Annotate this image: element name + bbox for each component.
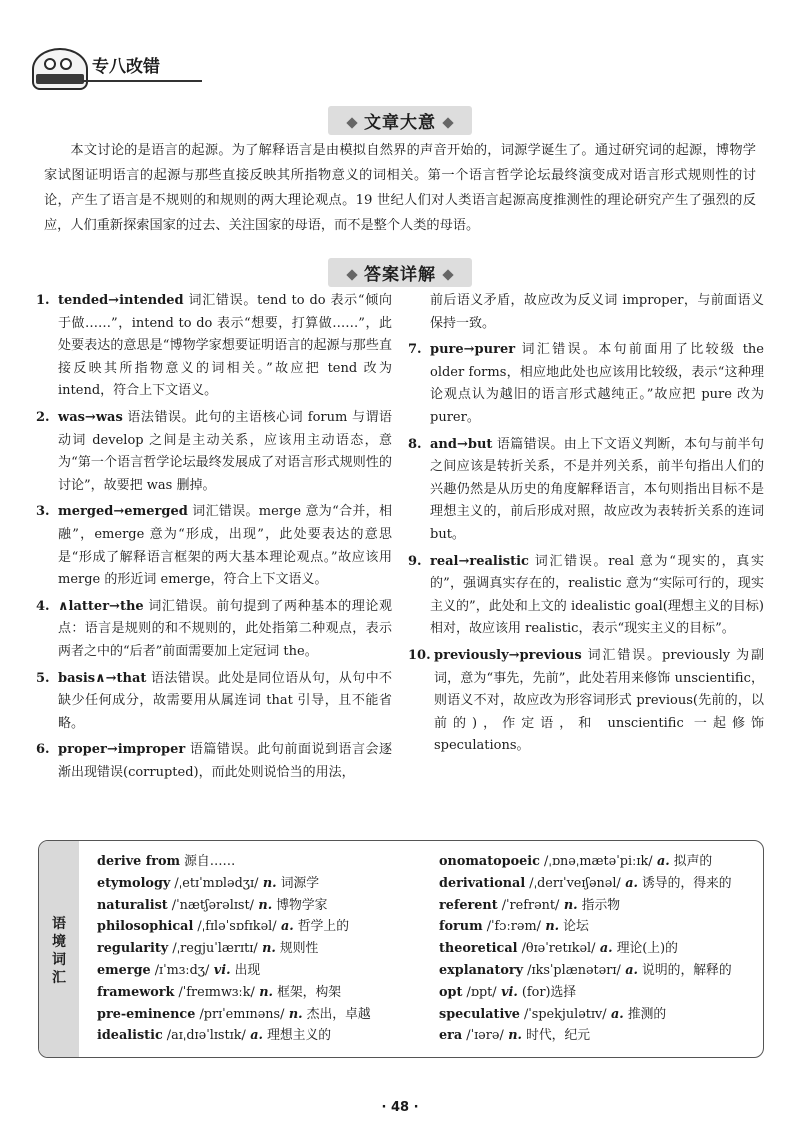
vocab-entry	[97, 851, 417, 873]
answer-number: 8.	[408, 436, 422, 452]
answer-6-continuation: 前后语义矛盾，故应改为反义词 improper，与前面语义保持一致。	[430, 293, 764, 331]
vocab-phonetic: /ˈnætʃərəlɪst/	[167, 897, 254, 913]
vocab-meaning: 杰出，卓越	[302, 1006, 371, 1022]
answer-item	[36, 501, 392, 591]
vocab-entry	[97, 895, 417, 917]
vocab-pos: n.	[540, 919, 560, 935]
answer-correction: tended→intended	[58, 293, 184, 308]
logo-eye-icon	[60, 58, 72, 70]
header-title: 专八改错	[92, 57, 160, 77]
vocab-entry	[439, 982, 759, 1004]
answer-number: 3.	[36, 504, 50, 520]
vocab-phonetic: /θɪəˈretɪkəl/	[517, 941, 596, 957]
answer-explanation: 语篇错误。此句前面说到语言会逐渐出现错误(corrupted)，而此处则说恰当的用法，	[58, 742, 392, 780]
section-title-answers-text: 答案详解	[364, 265, 436, 285]
logo-band	[36, 74, 84, 84]
vocab-meaning: 时代，纪元	[521, 1028, 591, 1044]
section-title-summary-text: 文章大意	[364, 113, 436, 133]
vocab-phonetic: /ˌfɪləˈsɒfɪkəl/	[193, 919, 277, 935]
frog-logo-icon	[32, 48, 88, 90]
vocab-pos: a.	[276, 919, 294, 935]
vocab-pos: a.	[620, 962, 638, 978]
vocab-phonetic: /aɪˌdɪəˈlɪstɪk/	[162, 1028, 246, 1044]
vocab-meaning: 推测的	[623, 1006, 667, 1022]
vocab-entry	[439, 960, 759, 982]
vocab-word: explanatory	[439, 962, 524, 978]
answer-item	[36, 407, 392, 497]
answer-item	[36, 290, 392, 403]
vocabulary-left-column	[97, 851, 417, 1047]
vocab-pos: n.	[257, 941, 276, 957]
vocab-word: referent	[439, 897, 498, 913]
answer-number: 2.	[36, 409, 50, 425]
answers-right-column	[408, 290, 764, 762]
vocabulary-box	[38, 840, 764, 1058]
vocab-meaning: 出现	[230, 962, 261, 978]
vocab-meaning: 拟声的	[669, 854, 713, 869]
vocabulary-tab	[39, 841, 79, 1057]
vocab-phonetic: /ˌregjuˈlærɪtɪ/	[168, 941, 258, 957]
vocab-word: pre-eminence	[97, 1006, 196, 1022]
answer-item	[36, 596, 392, 664]
answer-explanation: 词汇错误。tend to do 表示“倾向于做……”，intend to do 表示“想要，打算做……”，此处要表达的意思是“博物学家想要证明语言的起源与那些直接反映其所指物意义的词相关。”故应把 tend 改为 intend，符合上下文语义。	[58, 293, 392, 399]
answer-item	[36, 668, 392, 736]
summary-paragraph: 本文讨论的是语言的起源。为了解释语言是由模拟自然界的声音开始的，词源学诞生了。通过研究词的起源，博物学家试图证明语言的起源与那些直接反映其所指物意义的词相关。第一个语言哲学论坛最终演变成对语言形式规则性的讨论，产生了语言是不规则的和规则的两大理论观点。19 世纪人们对人类语言起源高度推测性的理论研究产生了强烈的反应，人们重新探索国家的过去、关注国家的母语，而不是整个人类的母语。	[44, 143, 756, 233]
answer-explanation: 词汇错误。merge 意为“合并，相融”，emerge 意为“形成，出现”，此处要表达的意思是“形成了解释语言框架的两大基本理论观点。”故应该用 merge 的形近词 emerge，符合上下文语义。	[58, 504, 392, 588]
answer-correction: ∧latter→the	[58, 598, 144, 614]
answer-item	[408, 645, 764, 758]
vocab-entry	[97, 1004, 417, 1026]
answer-number: 6.	[36, 742, 50, 758]
answer-explanation: 词汇错误。real 意为“现实的，真实的”，强调真实存在的，realistic 意为“实际可行的，现实主义的”，此处和上文的 idealistic goal(理想主义的目标)相对，故应该用 realistic，表示“现实主义的目标”。	[430, 553, 764, 637]
answer-explanation: 词汇错误。本句前面用了比较级 the older forms，相应地此处也应该用比较级，表示“这种理论观点认为越旧的语言形式越纯正。”故应把 pure 改为 purer。	[430, 342, 764, 425]
vocab-word: idealistic	[97, 1028, 163, 1044]
vocab-pos: a.	[595, 941, 613, 957]
answer-correction: previously→previous	[434, 647, 582, 663]
answer-correction: proper→improper	[58, 742, 186, 758]
vocab-pos: a.	[606, 1006, 624, 1022]
answer-explanation: 语法错误。此句的主语核心词 forum 与谓语动词 develop 之间是主动关系，应该用主动语态，意为“第一个语言哲学论坛最终发展成了对语言形式规则性的讨论”，故要把 was 删掉。	[58, 409, 392, 493]
section-title-answers	[0, 258, 800, 287]
section-title-summary-box	[328, 106, 472, 135]
vocab-pos: n.	[253, 897, 273, 913]
answer-correction: real→realistic	[430, 553, 529, 569]
vocab-word: era	[439, 1028, 463, 1044]
vocab-meaning: 框架，构架	[273, 984, 342, 1000]
vocab-meaning: (for)选择	[517, 984, 577, 1000]
answer-correction: and→but	[430, 436, 493, 452]
answer-correction: pure→purer	[430, 342, 516, 358]
vocab-phonetic: /prɪˈemɪnəns/	[195, 1006, 285, 1022]
vocab-meaning: 指示物	[577, 897, 621, 913]
section-title-summary	[0, 106, 800, 135]
answer-number: 10.	[408, 647, 431, 663]
vocab-word: forum	[439, 919, 483, 935]
vocab-phonetic: /ˈɪərə/	[462, 1028, 504, 1044]
vocab-entry	[439, 895, 759, 917]
answer-explanation: 词汇错误。previously 为副词，意为“事先，先前”，此处若用来修饰 unscientific，则语义不对，故应改为形容词形式 previous(先前的，以前的)，作定语，和 unscientific 一起修饰 speculations。	[434, 647, 764, 754]
vocab-entry	[97, 1025, 417, 1047]
vocab-word: naturalist	[97, 897, 168, 913]
vocab-entry	[439, 916, 759, 938]
vocab-word: derive from	[97, 854, 181, 869]
vocab-word: etymology	[97, 875, 171, 891]
vocab-entry	[439, 851, 759, 873]
vocab-meaning: 理论(上)的	[612, 941, 678, 957]
vocab-meaning: 词源学	[276, 875, 320, 891]
vocab-entry	[97, 938, 417, 960]
vocab-word: framework	[97, 984, 175, 1000]
vocabulary-tab-label: 语境词汇	[52, 916, 66, 986]
vocab-word: opt	[439, 984, 463, 1000]
header-underline	[82, 80, 202, 82]
vocab-meaning: 规则性	[275, 941, 319, 957]
vocab-pos: vi.	[209, 962, 231, 978]
vocab-word: philosophical	[97, 919, 194, 935]
vocab-entry	[439, 938, 759, 960]
vocab-pos: n.	[503, 1028, 522, 1044]
vocab-word: theoretical	[439, 941, 518, 957]
answer-correction: was→was	[58, 409, 123, 425]
answer-item	[36, 739, 392, 784]
answers-left-column	[36, 290, 392, 788]
vocab-entry	[439, 1004, 759, 1026]
vocab-phonetic: /ɒpt/	[462, 984, 497, 1000]
diamond-icon	[346, 269, 357, 280]
vocab-entry	[439, 873, 759, 895]
vocab-word: onomatopoeic	[439, 854, 540, 869]
vocab-pos: vi.	[496, 984, 518, 1000]
vocab-pos: a.	[652, 854, 670, 869]
vocab-pos: n.	[559, 897, 578, 913]
vocab-entry	[97, 982, 417, 1004]
page-number: · 48 ·	[381, 1100, 419, 1115]
vocab-meaning: 理想主义的	[263, 1028, 332, 1044]
vocab-pos: a.	[620, 875, 638, 891]
answer-number: 5.	[36, 670, 50, 686]
vocab-word: derivational	[439, 875, 526, 891]
answer-item	[408, 339, 764, 429]
diamond-icon	[346, 117, 357, 128]
vocab-phonetic: /ˌɒnəˌmætəˈpiːɪk/	[539, 854, 653, 869]
vocab-meaning: 博物学家	[272, 897, 328, 913]
vocab-phonetic: /ˈrefrənt/	[497, 897, 560, 913]
vocab-pos: n.	[254, 984, 274, 1000]
vocab-meaning: 源自……	[180, 854, 236, 869]
vocab-meaning: 说明的，解释的	[637, 962, 732, 978]
answer-number: 7.	[408, 342, 422, 358]
answer-correction: basis∧→that	[58, 670, 147, 686]
vocab-word: emerge	[97, 962, 151, 978]
vocab-entry	[97, 960, 417, 982]
vocab-pos: a.	[245, 1028, 263, 1044]
answer-number: 4.	[36, 598, 50, 614]
vocab-meaning: 论坛	[559, 919, 589, 935]
logo-eye-icon	[44, 58, 56, 70]
answer-explanation: 语篇错误。由上下文语义判断，本句与前半句之间应该是转折关系，不是并列关系，前半句指出人们的兴趣仍然是从历史的角度解释语言，本句则指出目标不是理想主义的，前后形成对照，故应改为表转折关系的连词 but。	[430, 436, 764, 542]
vocab-phonetic: /ˌetɪˈmɒlədʒɪ/	[170, 875, 259, 891]
vocab-phonetic: /ˈfreɪmwɜːk/	[174, 984, 255, 1000]
vocab-phonetic: /ɪksˈplænətərɪ/	[523, 962, 621, 978]
vocab-pos: n.	[284, 1006, 303, 1022]
vocab-phonetic: /ˈfɔːrəm/	[482, 919, 541, 935]
vocab-entry	[439, 1025, 759, 1047]
answer-number: 1.	[36, 293, 50, 308]
vocab-phonetic: /ˈspekjulətɪv/	[519, 1006, 607, 1022]
diamond-icon	[442, 269, 453, 280]
answer-explanation: 语法错误。此处是同位语从句，从句中不缺少任何成分，故需要用从属连词 that 引导，且不能省略。	[58, 670, 392, 731]
answer-item	[408, 551, 764, 641]
answer-number: 9.	[408, 553, 422, 569]
section-title-answers-box	[328, 258, 472, 287]
answer-explanation: 词汇错误。前句提到了两种基本的理论观点：语言是规则的和不规则的，此处指第二种观点，表示两者之中的“后者”前面需要加上定冠词 the。	[58, 598, 392, 659]
vocab-entry	[97, 916, 417, 938]
vocab-phonetic: /ɪˈmɜːdʒ/	[150, 962, 210, 978]
vocab-pos: n.	[258, 875, 277, 891]
vocab-phonetic: /ˌderɪˈveɪʃənəl/	[525, 875, 621, 891]
diamond-icon	[442, 117, 453, 128]
header	[32, 40, 172, 88]
vocab-word: regularity	[97, 941, 169, 957]
vocab-entry	[97, 873, 417, 895]
answer-item	[408, 434, 764, 547]
vocab-meaning: 哲学上的	[293, 919, 350, 935]
answer-correction: merged→emerged	[58, 504, 188, 520]
vocab-word: speculative	[439, 1006, 520, 1022]
vocabulary-right-column	[439, 851, 759, 1047]
vocab-meaning: 诱导的，得来的	[637, 875, 732, 891]
